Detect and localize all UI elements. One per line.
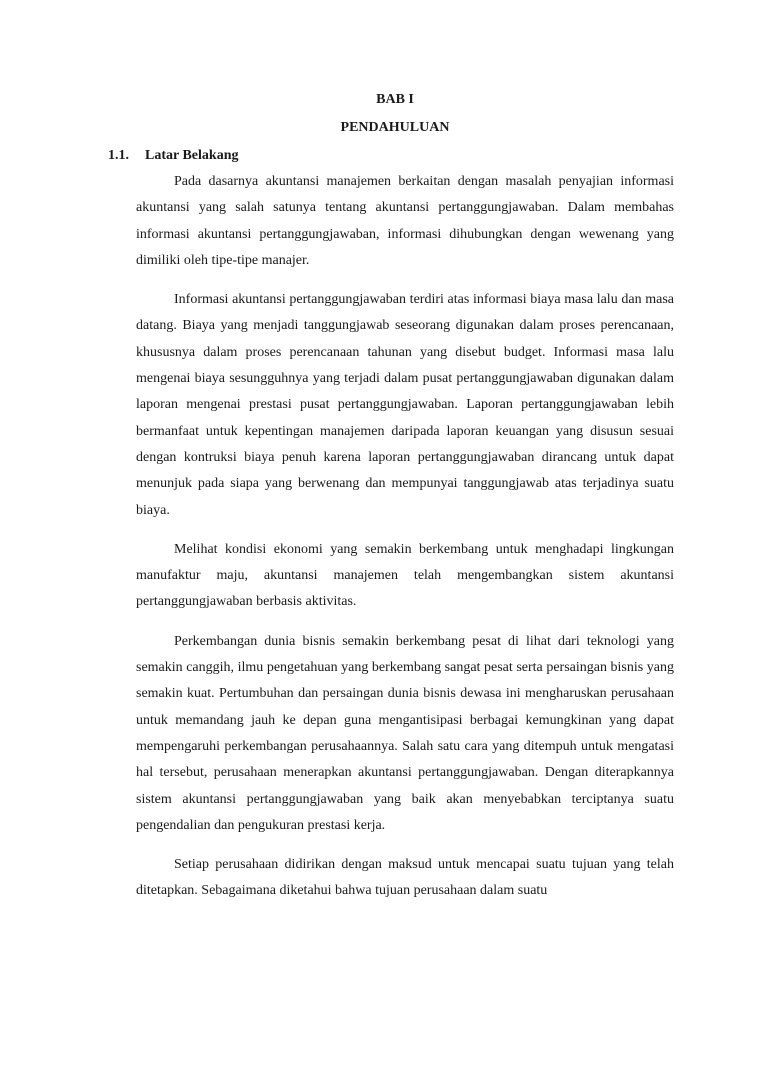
chapter-title: PENDAHULUAN (340, 120, 450, 135)
paragraph: Setiap perusahaan didirikan dengan maksud untuk mencapai suatu tujuan yang telah ditetapkan. Sebagaimana diketahui bahwa tujuan perusahaan dalam suatu (136, 857, 674, 899)
body-text (136, 169, 674, 918)
chapter-label: BAB I (376, 92, 414, 107)
section-number: 1.1. (108, 148, 129, 163)
paragraph: Informasi akuntansi pertanggungjawaban terdiri atas informasi biaya masa lalu dan masa datang. Biaya yang menjadi tanggungjawab seseorang digunakan dalam proses perencanaan, khususnya dalam proses perencanaan tahunan yang disebut budget. Informasi masa lalu mengenai biaya sesungguhnya yang terjadi dalam pusat pertanggungjawaban digunakan dalam laporan mengenai prestasi pusat pertanggungjawaban. Laporan pertanggungjawaban lebih bermanfaat untuk kepentingan manajemen daripada laporan keuangan yang disusun sesuai dengan kontruksi biaya penuh karena laporan pertanggungjawaban dirancang untuk dapat menunjuk pada siapa yang berwenang dan mempunyai tanggungjawab atas terjadinya suatu biaya. (136, 292, 674, 518)
paragraph: Perkembangan dunia bisnis semakin berkembang pesat di lihat dari teknologi yang semakin canggih, ilmu pengetahuan yang berkembang sangat pesat serta persaingan bisnis yang semakin kuat. Pertumbuhan dan persaingan dunia bisnis dewasa ini mengharuskan perusahaan untuk memandang jauh ke depan guna mengantisipasi berbagai kemungkinan yang dapat mempengaruhi perkembangan perusahaannya. Salah satu cara yang ditempuh untuk mengatasi hal tersebut, perusahaan menerapkan akuntansi pertanggungjawaban. Dengan diterapkannya sistem akuntansi pertanggungjawaban yang baik akan menyebabkan terciptanya suatu pengendalian dan pengukuran prestasi kerja. (136, 633, 674, 833)
paragraph: Pada dasarnya akuntansi manajemen berkaitan dengan masalah penyajian informasi akuntansi yang salah satunya tentang akuntansi pertanggungjawaban. Dalam membahas informasi akuntansi pertanggungjawaban, informasi dihubungkan dengan wewenang yang dimiliki oleh tipe-tipe manajer. (136, 174, 674, 268)
section-heading (108, 148, 238, 164)
paragraph: Melihat kondisi ekonomi yang semakin berkembang untuk menghadapi lingkungan manufaktur maju, akuntansi manajemen telah mengembangkan sistem akuntansi pertanggungjawaban berbasis aktivitas. (136, 541, 674, 610)
section-title: Latar Belakang (145, 148, 239, 163)
